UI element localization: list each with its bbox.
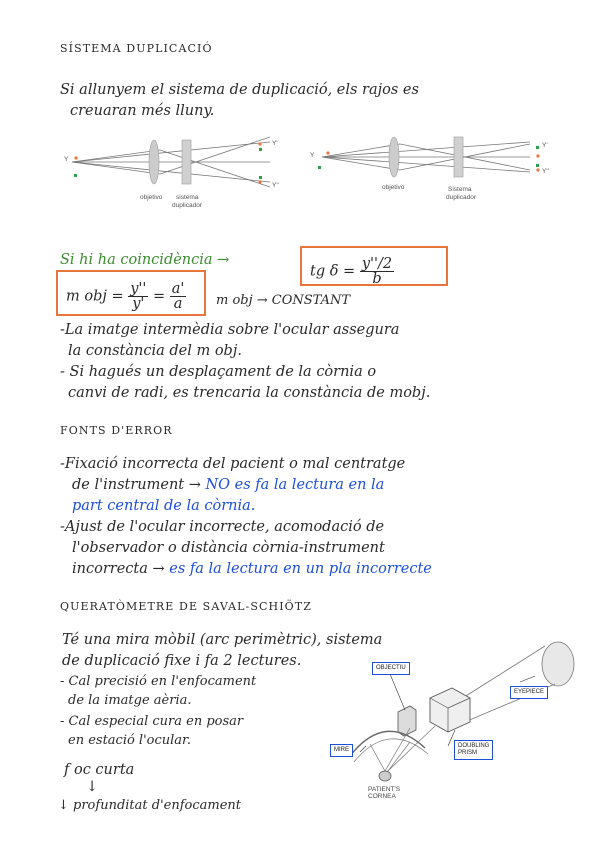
focal-length-note: f oc curta — [64, 762, 135, 778]
keratometer-line: Té una mira mòbil (arc perimètric), sistema — [62, 632, 383, 648]
fraction-denominator: a — [173, 296, 183, 312]
fraction — [128, 282, 148, 311]
error-line — [72, 561, 432, 577]
label-eyepiece: EYEPIECE — [510, 686, 548, 699]
label-objetivo: objetivo — [382, 184, 405, 191]
formula-mobj-left: m obj = — [66, 288, 124, 305]
label-sistema: Sistema — [448, 186, 472, 193]
tg-formula-box — [300, 246, 448, 286]
label-prism: PRISM — [458, 750, 478, 756]
error-text: de l'instrument → — [72, 477, 201, 493]
fraction — [170, 282, 187, 311]
label-objectiu: OBJECTIU — [372, 662, 410, 675]
coincidence-text: Si hi ha coincidència → — [60, 252, 230, 268]
label-y-prime: Y' — [542, 142, 548, 149]
label-y-double-prime: Y'' — [542, 168, 549, 175]
fraction-numerator: y''/2 — [361, 256, 393, 272]
keratometer-bullet: en estació l'ocular. — [68, 733, 191, 748]
formula-tg-left: tg δ = — [310, 263, 356, 280]
formula-tg — [310, 257, 394, 286]
error-consequence: es fa la lectura en un pla incorrecte — [169, 561, 432, 577]
section-heading-errors: FONTS D'ERROR — [60, 424, 173, 437]
keratometer-svg — [330, 636, 580, 806]
error-line: -Fixació incorrecta del pacient o mal centratge — [60, 456, 406, 472]
fraction-denominator: y' — [132, 296, 145, 312]
keratometer-bullet: - Cal precisió en l'enfocament — [60, 674, 257, 689]
error-line: l'observador o distància còrnia-instrument — [72, 540, 385, 556]
label-objetivo: objetivo — [140, 194, 163, 201]
focus-depth-note: ↓ profunditat d'enfocament — [58, 798, 242, 813]
equals-sign: = — [153, 288, 166, 305]
keratometer-bullet: - Cal especial cura en posar — [60, 714, 244, 729]
fraction — [360, 257, 394, 286]
label-y-double-prime: Y'' — [272, 182, 279, 189]
bullet-line: canvi de radi, es trencaria la constància de mobj. — [68, 385, 431, 401]
label-y: Y — [310, 152, 315, 159]
keratometer-bullet: de la imatge aèria. — [68, 693, 192, 708]
label-patients: PATIENT'S — [368, 786, 401, 793]
label-mire: MIRE — [330, 744, 353, 757]
fraction-numerator: y'' — [130, 281, 147, 297]
bullet-line: -La imatge intermèdia sobre l'ocular assegura — [60, 322, 400, 338]
label-duplicador: duplicador — [446, 194, 476, 201]
paragraph-line: Si allunyem el sistema de duplicació, els rajos es — [60, 82, 419, 98]
label-doubling-prism — [454, 740, 493, 760]
formula-mobj — [66, 282, 186, 311]
down-arrow-icon: ↓ — [86, 779, 99, 795]
fraction-numerator: a' — [171, 281, 185, 297]
mobj-formula-box — [56, 270, 206, 316]
ray-diagram-svg — [60, 132, 560, 222]
paragraph-line: creuaran més lluny. — [70, 103, 215, 119]
section-heading-duplication: SÍSTEMA DUPLICACIÓ — [60, 42, 213, 55]
bullet-line: - Si hagués un desplaçament de la còrnia o — [60, 364, 377, 380]
bullet-line: la constància del m obj. — [68, 343, 242, 359]
duplication-ray-diagram — [60, 132, 560, 222]
label-y: Y — [64, 156, 69, 163]
label-doubling: DOUBLING — [458, 743, 490, 749]
label-duplicador: duplicador — [172, 202, 202, 209]
error-line — [72, 477, 384, 493]
label-sistema: sistema — [176, 194, 199, 201]
label-patients-cornea — [368, 786, 400, 800]
keratometer-line: de duplicació fixe i fa 2 lectures. — [62, 653, 302, 669]
error-line: -Ajust de l'ocular incorrecte, acomodació de — [60, 519, 385, 535]
fraction-denominator: b — [372, 271, 382, 287]
label-cornea: CORNEA — [368, 793, 396, 800]
keratometer-schematic — [330, 636, 580, 806]
mobj-constant-text: m obj → CONSTANT — [216, 293, 351, 308]
section-heading-keratometer: QUERATÒMETRE DE SAVAL-SCHIÖTZ — [60, 600, 312, 613]
error-consequence: NO es fa la lectura en la — [205, 477, 385, 493]
error-text: incorrecta → — [72, 561, 165, 577]
error-consequence: part central de la còrnia. — [72, 498, 256, 514]
label-y-prime: Y' — [272, 140, 278, 147]
